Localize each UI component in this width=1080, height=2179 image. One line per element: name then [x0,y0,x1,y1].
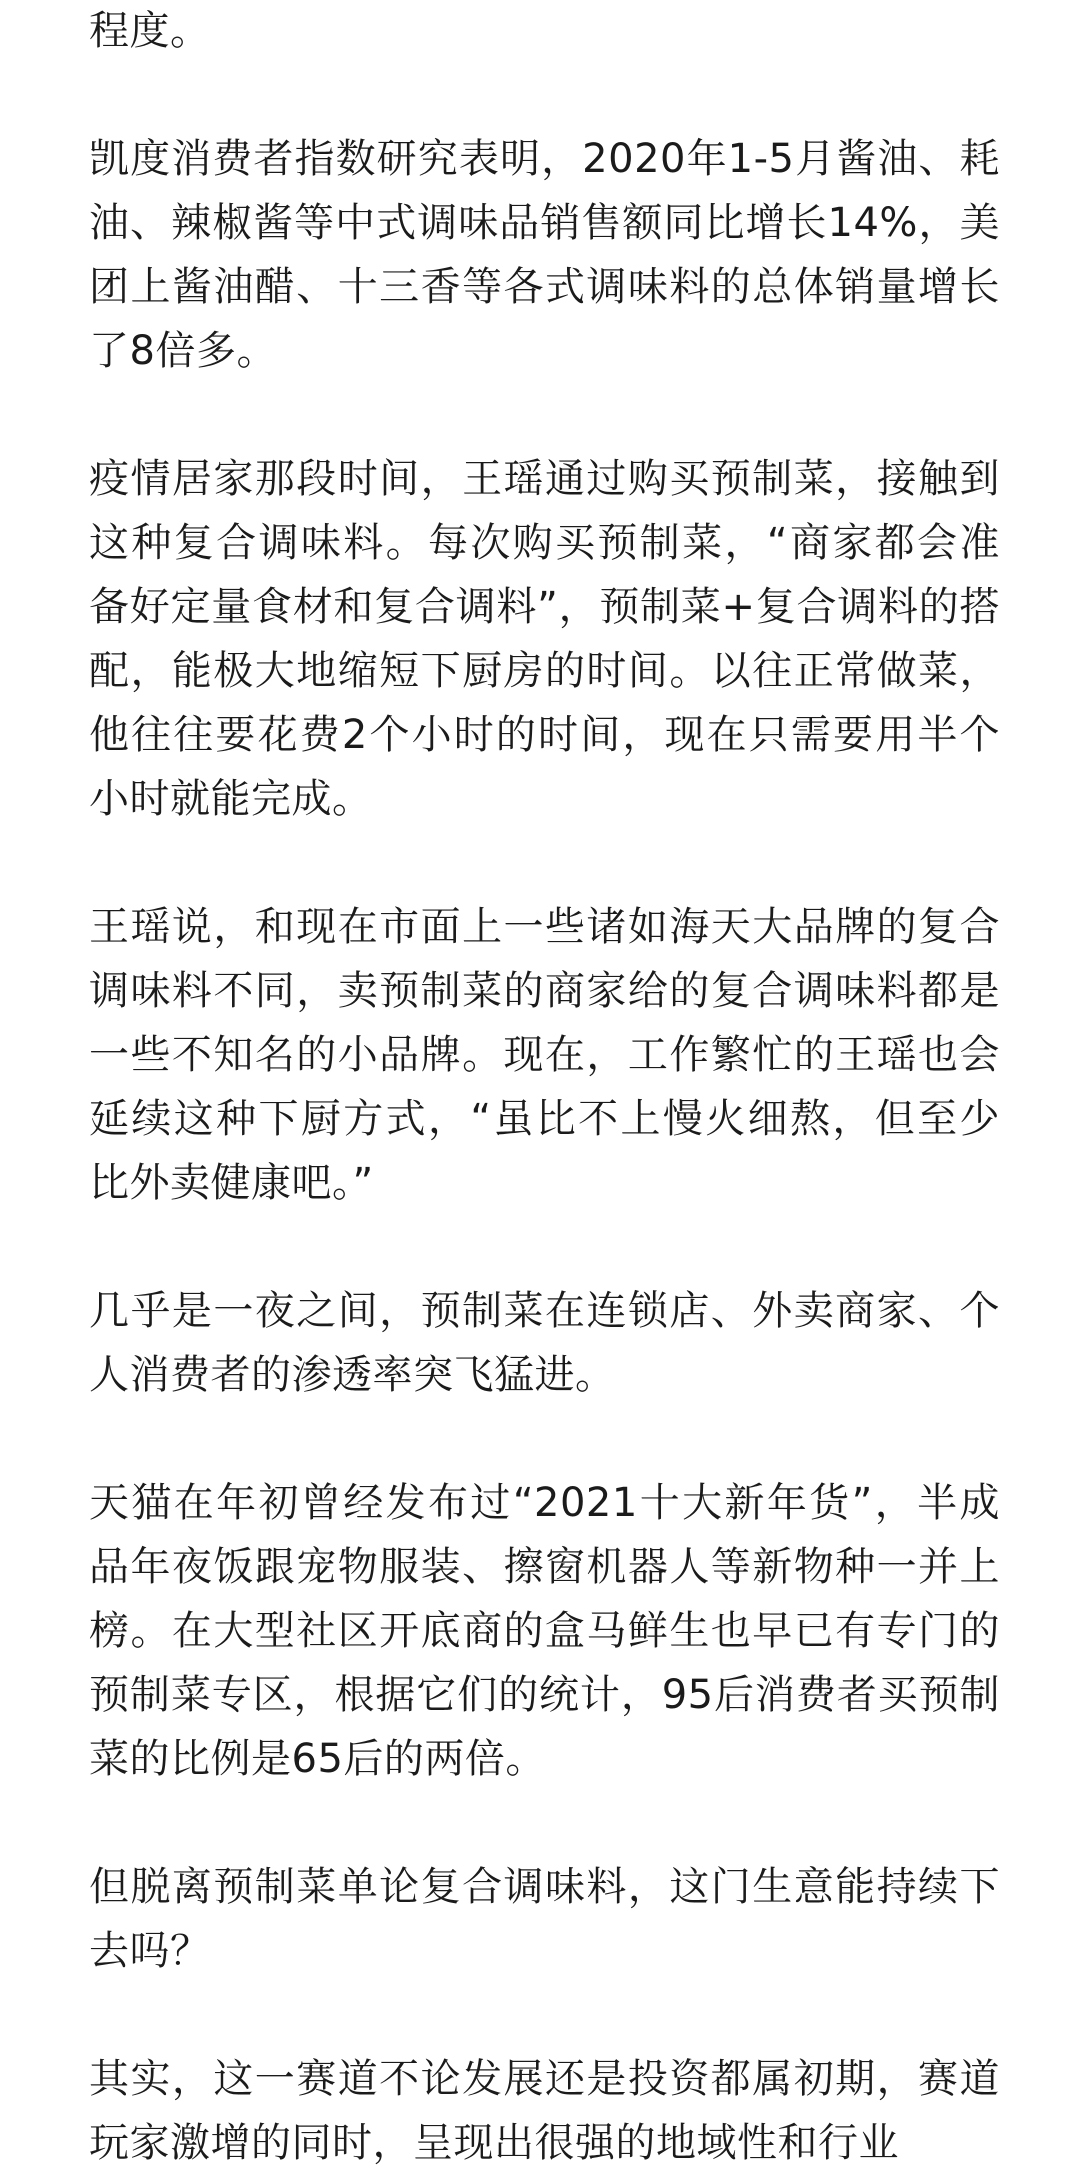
paragraph: 凯度消费者指数研究表明，2020年1-5月酱油、耗油、辣椒酱等中式调味品销售额同比增长14%，美团上酱油醋、十三香等各式调味料的总体销量增长了8倍多。 [89,136,1000,374]
paragraph: 其实，这一赛道不论发展还是投资都属初期，赛道玩家激增的同时，呈现出很强的地域性和行业 [89,2056,1000,2166]
paragraph: 但脱离预制菜单论复合调味料，这门生意能持续下去吗？ [89,1864,1000,1974]
paragraph: 疫情居家那段时间，王瑶通过购买预制菜，接触到这种复合调味料。每次购买预制菜，“商家都会准备好定量食材和复合调料”，预制菜+复合调料的搭配，能极大地缩短下厨房的时间。以往正常做菜，他往往要花费2个小时的时间，现在只需要用半个小时就能完成。 [89,456,1000,822]
article-body [89,0,1000,2175]
paragraph: 天猫在年初曾经发布过“2021十大新年货”，半成品年夜饭跟宠物服装、擦窗机器人等新物种一并上榜。在大型社区开底商的盒马鲜生也早已有专门的预制菜专区，根据它们的统计，95后消费者买预制菜的比例是65后的两倍。 [89,1480,1000,1782]
paragraph: 程度。 [89,8,211,54]
paragraph: 几乎是一夜之间，预制菜在连锁店、外卖商家、个人消费者的渗透率突飞猛进。 [89,1288,1000,1398]
paragraph: 王瑶说，和现在市面上一些诸如海天大品牌的复合调味料不同，卖预制菜的商家给的复合调味料都是一些不知名的小品牌。现在，工作繁忙的王瑶也会延续这种下厨方式，“虽比不上慢火细熬，但至少比外卖健康吧。” [89,904,1000,1206]
